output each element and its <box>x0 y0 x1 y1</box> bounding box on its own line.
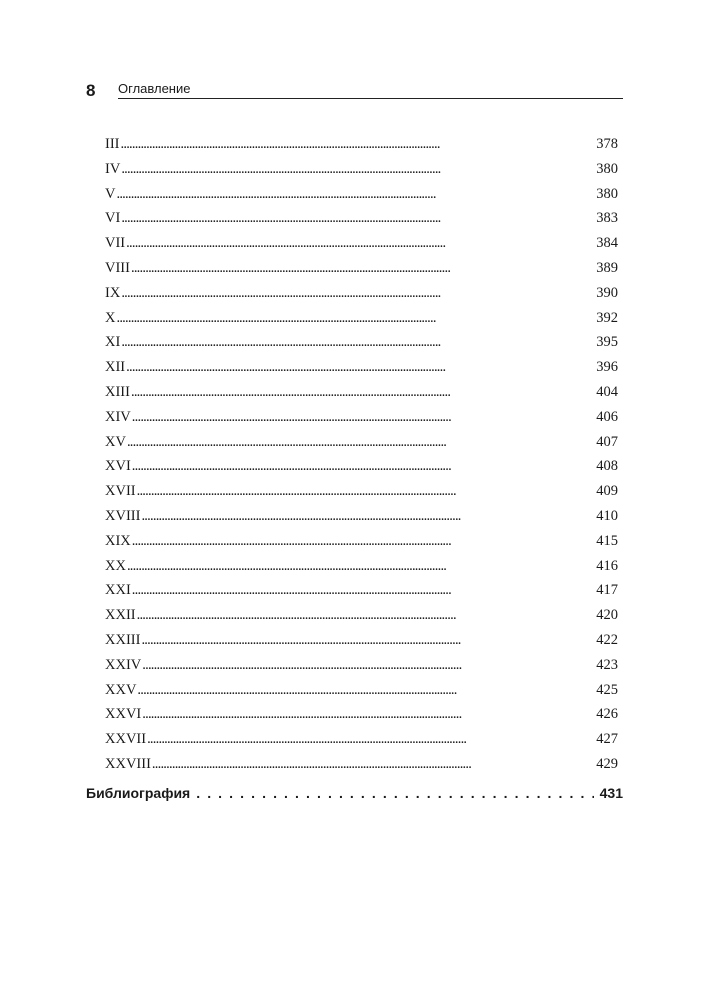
toc-entry-page: 392 <box>596 309 618 326</box>
toc-entry[interactable] <box>105 704 618 729</box>
toc-entry[interactable] <box>105 208 618 233</box>
toc-entry-label: VII <box>105 235 126 252</box>
toc-entry-label: IX <box>105 284 121 301</box>
toc-entry-label: III <box>105 136 120 152</box>
dot-leader <box>196 783 593 803</box>
toc-entry[interactable] <box>105 258 618 283</box>
toc-entry[interactable] <box>105 233 618 258</box>
dot-leader <box>141 630 595 650</box>
dot-leader <box>127 432 595 452</box>
toc-entry-page: 404 <box>596 383 618 400</box>
toc-entry-page: 389 <box>596 259 618 276</box>
toc-entry-page: 415 <box>596 532 618 549</box>
toc-entry[interactable] <box>105 754 618 779</box>
toc-entry-page: 431 <box>599 785 623 801</box>
toc-entry-page: 380 <box>596 185 618 202</box>
toc-entry-label: XII <box>105 359 126 376</box>
toc-entry-page: 395 <box>596 334 618 351</box>
dot-leader <box>121 208 595 228</box>
dot-leader <box>147 729 595 749</box>
toc-entry[interactable] <box>105 283 618 308</box>
toc-entry-label: IV <box>105 160 121 177</box>
toc-entry-page: 416 <box>596 557 618 574</box>
toc-entry-label: XI <box>105 334 121 351</box>
toc-entry-label: XIV <box>105 408 131 425</box>
toc-entry-label: VI <box>105 210 121 227</box>
dot-leader <box>152 754 595 774</box>
toc-entry-label: XXVI <box>105 706 142 723</box>
toc-entry[interactable] <box>105 506 618 531</box>
toc-entry-label: XV <box>105 433 126 450</box>
toc-entry[interactable] <box>105 630 618 655</box>
toc-entry-page: 396 <box>596 359 618 376</box>
dot-leader <box>142 704 595 724</box>
dot-leader <box>127 556 595 576</box>
toc-entry-label: V <box>105 185 116 202</box>
dot-leader <box>121 159 595 179</box>
toc-entry[interactable] <box>105 456 618 481</box>
table-of-contents <box>105 134 618 779</box>
toc-entry-label: XXII <box>105 607 136 624</box>
toc-entry-page: 410 <box>596 507 618 524</box>
dot-leader <box>121 134 596 154</box>
toc-entry-label: Библиография <box>86 785 191 801</box>
toc-entry-label: XXI <box>105 582 131 599</box>
running-title: Оглавление <box>118 81 191 96</box>
toc-entry[interactable] <box>105 432 618 457</box>
toc-entry-page: 429 <box>596 755 618 772</box>
toc-entry-page: 420 <box>596 607 618 624</box>
dot-leader <box>137 481 596 501</box>
header-rule <box>118 98 623 99</box>
page-number: 8 <box>86 81 96 100</box>
toc-entry-page: 423 <box>596 656 618 673</box>
toc-entry-label: XXVII <box>105 731 147 748</box>
toc-entry-page: 384 <box>596 235 618 252</box>
dot-leader <box>131 382 595 402</box>
dot-leader <box>116 184 595 204</box>
toc-entry[interactable] <box>105 531 618 556</box>
toc-entry-label: XIII <box>105 383 130 400</box>
toc-entry[interactable] <box>105 184 618 209</box>
toc-entry[interactable] <box>105 332 618 357</box>
dot-leader <box>137 680 595 700</box>
dot-leader <box>121 283 595 303</box>
toc-entry[interactable] <box>105 159 618 184</box>
toc-entry[interactable] <box>105 357 618 382</box>
toc-entry[interactable] <box>105 680 618 705</box>
toc-entry-page: 407 <box>596 433 618 450</box>
dot-leader <box>132 580 595 600</box>
toc-entry-label: XXVIII <box>105 755 151 772</box>
toc-entry-page: 383 <box>596 210 618 227</box>
toc-entry-page: 406 <box>596 408 618 425</box>
toc-entry[interactable] <box>105 382 618 407</box>
dot-leader <box>116 308 595 328</box>
toc-entry-label: XXIII <box>105 631 141 648</box>
toc-entry-page: 417 <box>596 582 618 599</box>
dot-leader <box>137 605 596 625</box>
page-header <box>86 80 623 100</box>
toc-entry-page: 408 <box>596 458 618 475</box>
toc-entry[interactable] <box>105 556 618 581</box>
toc-entry-page: 409 <box>596 483 618 500</box>
toc-entry-bibliography[interactable] <box>86 783 623 803</box>
dot-leader <box>141 506 595 526</box>
dot-leader <box>126 233 595 253</box>
toc-entry[interactable] <box>105 729 618 754</box>
toc-entry[interactable] <box>105 481 618 506</box>
toc-entry-page: 378 <box>596 136 618 152</box>
dot-leader <box>132 456 595 476</box>
toc-entry-label: X <box>105 309 116 326</box>
toc-entry[interactable] <box>105 580 618 605</box>
toc-entry-page: 422 <box>596 631 618 648</box>
toc-entry-label: XVIII <box>105 507 141 524</box>
toc-entry-page: 425 <box>596 681 618 698</box>
dot-leader <box>131 258 595 278</box>
dot-leader <box>121 332 595 352</box>
toc-entry-label: XXIV <box>105 656 142 673</box>
toc-entry-label: XXV <box>105 681 137 698</box>
dot-leader <box>126 357 595 377</box>
toc-entry-page: 427 <box>596 731 618 748</box>
toc-entry-label: XX <box>105 557 126 574</box>
toc-entry[interactable] <box>105 134 618 159</box>
toc-entry-label: XVII <box>105 483 136 500</box>
dot-leader <box>142 655 595 675</box>
toc-entry-label: XIX <box>105 532 131 549</box>
toc-entry-label: XVI <box>105 458 131 475</box>
dot-leader <box>132 407 595 427</box>
toc-entry[interactable] <box>105 407 618 432</box>
toc-entry-page: 390 <box>596 284 618 301</box>
toc-entry-label: VIII <box>105 259 130 276</box>
toc-entry-page: 380 <box>596 160 618 177</box>
dot-leader <box>132 531 595 551</box>
toc-entry[interactable] <box>105 605 618 630</box>
toc-entry[interactable] <box>105 308 618 333</box>
toc-entry[interactable] <box>105 655 618 680</box>
toc-entry-page: 426 <box>596 706 618 723</box>
